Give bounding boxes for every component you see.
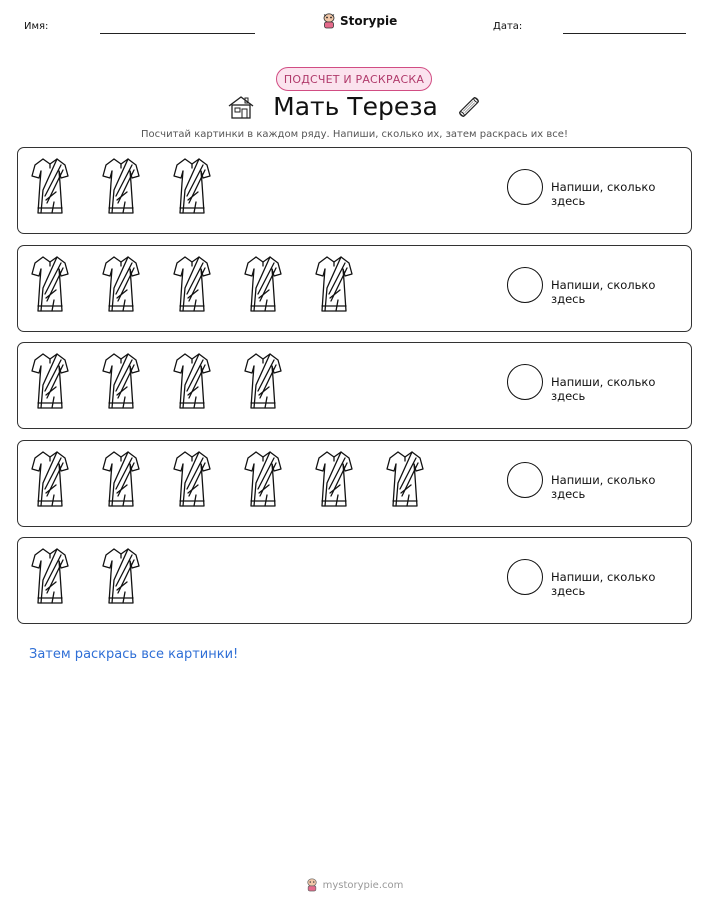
counting-row — [17, 342, 692, 429]
saree-icon[interactable] — [314, 449, 354, 512]
counting-row — [17, 537, 692, 624]
counting-row — [17, 440, 692, 527]
site-url: mystorypie.com — [322, 879, 404, 891]
answer-label: Напиши, сколько здесь — [551, 375, 656, 403]
name-label: Имя: — [24, 21, 49, 32]
saree-icon[interactable] — [243, 449, 283, 512]
counting-row — [17, 147, 692, 234]
answer-label: Напиши, сколько здесь — [551, 278, 656, 306]
date-label: Дата: — [493, 21, 523, 32]
figure-group — [30, 254, 354, 317]
page-title: Мать Тереза — [273, 92, 438, 121]
counting-row — [17, 245, 692, 332]
coloring-note: Затем раскрась все картинки! — [29, 647, 239, 662]
saree-icon[interactable] — [243, 254, 283, 317]
saree-icon[interactable] — [172, 156, 212, 219]
saree-icon[interactable] — [30, 351, 70, 414]
saree-icon[interactable] — [30, 449, 70, 512]
scroll-icon — [456, 94, 482, 120]
answer-label: Напиши, сколько здесь — [551, 180, 656, 208]
house-icon — [227, 94, 255, 120]
answer-label: Напиши, сколько здесь — [551, 570, 656, 598]
site-footer — [0, 878, 709, 892]
answer-label: Напиши, сколько здесь — [551, 473, 656, 501]
storypie-mascot-icon — [306, 878, 318, 892]
saree-icon[interactable] — [101, 156, 141, 219]
saree-icon[interactable] — [101, 546, 141, 609]
figure-group — [30, 351, 283, 414]
saree-icon[interactable] — [30, 546, 70, 609]
answer-circle[interactable] — [507, 462, 543, 498]
answer-circle[interactable] — [507, 559, 543, 595]
saree-icon[interactable] — [101, 351, 141, 414]
instructions: Посчитай картинки в каждом ряду. Напиши, сколько их, затем раскрась их все! — [141, 129, 568, 140]
figure-group — [30, 156, 212, 219]
figure-group — [30, 449, 425, 512]
answer-circle[interactable] — [507, 364, 543, 400]
saree-icon[interactable] — [30, 254, 70, 317]
date-line[interactable] — [563, 33, 686, 34]
brand-logo — [322, 13, 397, 29]
saree-icon[interactable] — [385, 449, 425, 512]
name-line[interactable] — [100, 33, 255, 34]
saree-icon[interactable] — [101, 449, 141, 512]
saree-icon[interactable] — [243, 351, 283, 414]
answer-circle[interactable] — [507, 169, 543, 205]
storypie-mascot-icon — [322, 13, 336, 29]
answer-circle[interactable] — [507, 267, 543, 303]
saree-icon[interactable] — [172, 254, 212, 317]
title-row — [0, 92, 709, 121]
saree-icon[interactable] — [30, 156, 70, 219]
saree-icon[interactable] — [172, 351, 212, 414]
brand-name: Storypie — [340, 14, 398, 28]
saree-icon[interactable] — [101, 254, 141, 317]
saree-icon[interactable] — [172, 449, 212, 512]
activity-badge: ПОДСЧЕТ И РАСКРАСКА — [276, 67, 432, 91]
figure-group — [30, 546, 141, 609]
saree-icon[interactable] — [314, 254, 354, 317]
